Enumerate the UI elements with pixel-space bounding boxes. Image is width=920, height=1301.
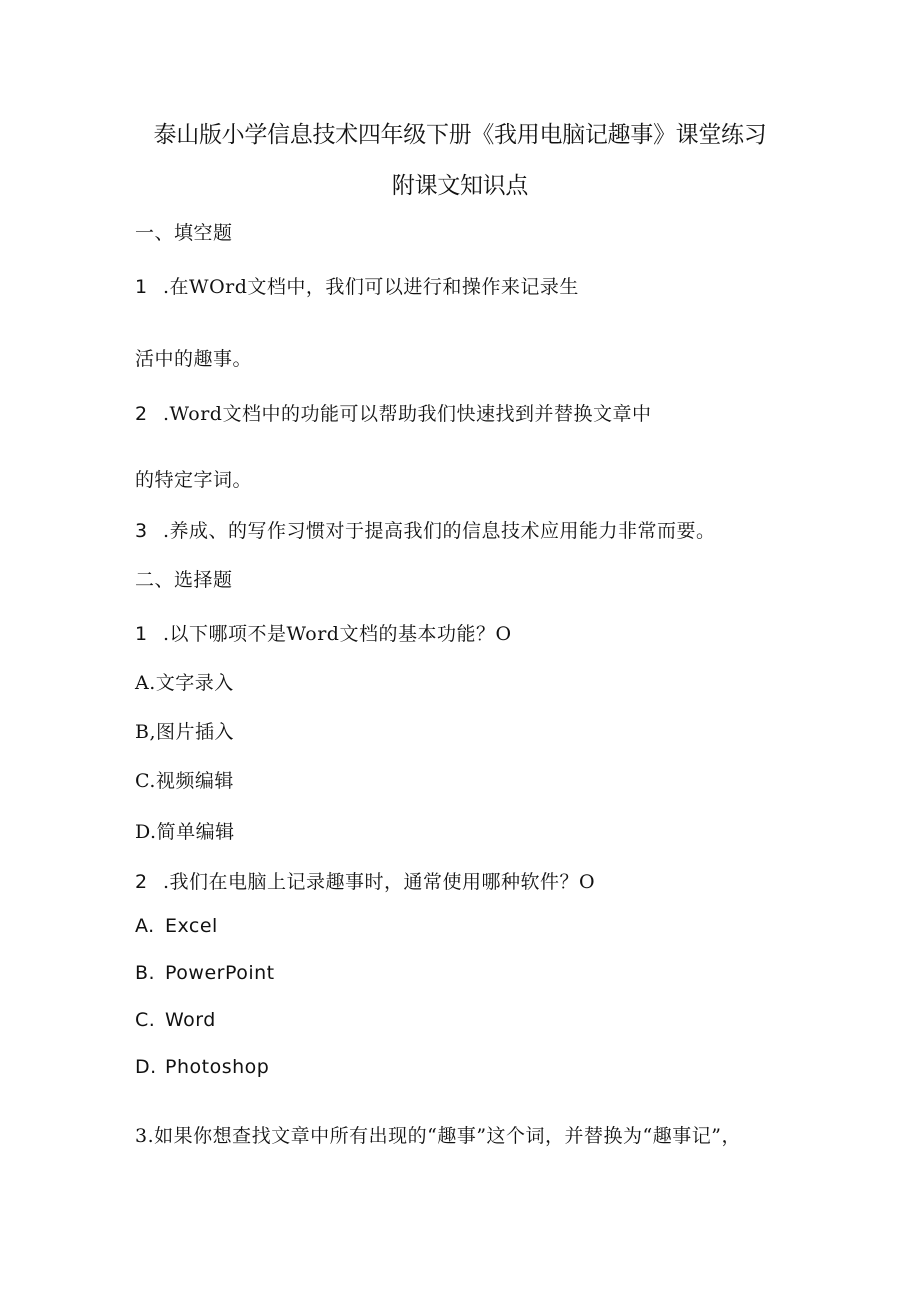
question-text: .在WOrd文档中，我们可以进行和操作来记录生 <box>163 276 579 298</box>
choice-q1-option-d: D.简单编辑 <box>135 821 235 843</box>
fill-blank-question-2-continued: 的特定字词。 <box>135 469 253 491</box>
choice-q2-option-d <box>135 1056 269 1078</box>
fill-blank-question-1 <box>135 272 579 299</box>
option-letter: B. <box>135 962 156 984</box>
choice-q2-option-a <box>135 915 218 937</box>
fill-blank-question-3 <box>135 516 716 543</box>
option-text: Excel <box>165 915 218 937</box>
choice-q1-option-c: C.视频编辑 <box>135 770 234 792</box>
document-title-line1: 泰山版小学信息技术四年级下册《我用电脑记趣事》课堂练习 <box>153 122 767 148</box>
choice-q1-option-b: B,图片插入 <box>135 721 235 743</box>
question-text: .Word文档中的功能可以帮助我们快速找到并替换文章中 <box>163 403 652 425</box>
choice-q2-option-b <box>135 962 275 984</box>
option-text: Word <box>165 1009 216 1031</box>
question-text: .以下哪项不是Word文档的基本功能？O <box>163 623 512 645</box>
question-text: .我们在电脑上记录趣事时，通常使用哪种软件？O <box>163 871 596 893</box>
question-number: 1 <box>135 276 148 298</box>
question-number: 2 <box>135 871 148 893</box>
choice-q1-option-a: A.文字录入 <box>135 672 234 694</box>
question-number: 2 <box>135 403 148 425</box>
question-number: 3 <box>135 520 148 542</box>
fill-blank-question-1-continued: 活中的趣事。 <box>135 348 253 370</box>
choice-question-2 <box>135 867 595 894</box>
option-text: PowerPoint <box>165 962 275 984</box>
document-title-line2: 附课文知识点 <box>391 173 529 199</box>
question-text: .养成、的写作习惯对于提高我们的信息技术应用能力非常而要。 <box>163 520 716 542</box>
section-heading-multiple-choice: 二、选择题 <box>135 569 233 591</box>
option-text: Photoshop <box>165 1056 270 1078</box>
fill-blank-question-2 <box>135 399 651 426</box>
option-letter: A. <box>135 915 155 937</box>
option-letter: C. <box>135 1009 156 1031</box>
choice-q2-option-c <box>135 1009 216 1031</box>
choice-question-3: 3.如果你想查找文章中所有出现的“趣事”这个词，并替换为“趣事记”， <box>135 1125 741 1147</box>
section-heading-fill-blank: 一、填空题 <box>135 222 233 244</box>
choice-question-1 <box>135 619 512 646</box>
option-letter: D. <box>135 1056 157 1078</box>
question-number: 1 <box>135 623 148 645</box>
